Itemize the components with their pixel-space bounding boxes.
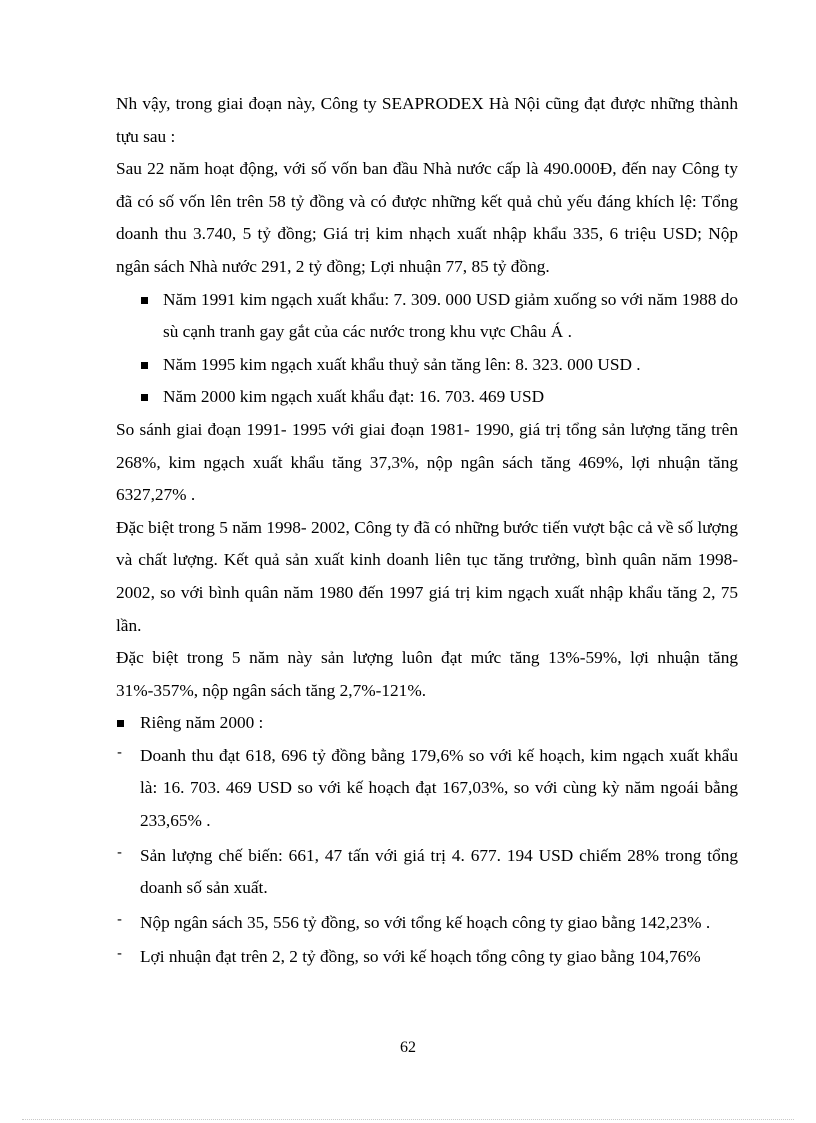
- page-number: 62: [400, 1039, 416, 1056]
- list-item-text: Nộp ngân sách 35, 556 tỷ đồng, so với tổng kế hoạch công ty giao bằng 142,23% .: [140, 912, 711, 932]
- square-bullet-icon: [141, 394, 148, 401]
- dash-bullet-icon: -: [117, 910, 122, 928]
- export-bullet-list: [141, 284, 738, 414]
- list-item-text: Lợi nhuận đạt trên 2, 2 tỷ đồng, so với kế hoạch tổng công ty giao bằng 104,76%: [140, 947, 701, 967]
- list-item: [116, 707, 738, 740]
- comparison-paragraph: So sánh giai đoạn 1991- 1995 với giai đoạn 1981- 1990, giá trị tổng sản lượng tăng trên 268%, kim ngạch xuất khẩu tăng 37,3%, nộp ngân sách tăng 469%, lợi nhuận tăng 6327,27% .: [116, 419, 738, 505]
- page-body: [116, 88, 738, 976]
- growth-paragraph: Đặc biệt trong 5 năm này sản lượng luôn đạt mức tăng 13%-59%, lợi nhuận tăng 31%-357%, nộp ngân sách tăng 2,7%-121%.: [116, 648, 738, 700]
- list-item: [141, 349, 738, 382]
- list-item: [116, 840, 738, 905]
- summary-paragraph: Sau 22 năm hoạt động, với số vốn ban đầu Nhà nước cấp là 490.000Đ, đến nay Công ty đã có số vốn lên trên 58 tỷ đồng và có được những kết quả chủ yếu đáng khích lệ: Tổng doanh thu 3.740, 5 tỷ đồng; Giá trị kim nhạch xuất nhập khẩu 335, 6 triệu USD; Nộp ngân sách Nhà nước 291, 2 tỷ đồng; Lợi nhuận 77, 85 tỷ đồng.: [116, 159, 738, 276]
- year-bullet-list: [116, 707, 738, 740]
- list-item-text: Năm 1991 kim ngạch xuất khẩu: 7. 309. 000 USD giảm xuống so với năm 1988 do sù cạnh tranh gay gắt của các nước trong khu vực Châu Á .: [163, 289, 738, 342]
- list-item-text: Năm 2000 kim ngạch xuất khẩu đạt: 16. 703. 469 USD: [163, 387, 545, 407]
- square-bullet-icon: [117, 720, 124, 727]
- square-bullet-icon: [141, 297, 148, 304]
- square-bullet-icon: [141, 362, 148, 369]
- list-item-text: Doanh thu đạt 618, 696 tỷ đồng bằng 179,6% so với kế hoạch, kim ngạch xuất khẩu là: 16. 703. 469 USD so với kế hoạch đạt 167,03%, so với cùng kỳ năm ngoái bằng 233,65% .: [140, 745, 738, 831]
- dash-bullet-icon: -: [117, 843, 122, 861]
- list-item-text: Sản lượng chế biến: 661, 47 tấn với giá trị 4. 677. 194 USD chiếm 28% trong tổng doanh số sản xuất.: [140, 845, 738, 898]
- list-item: [116, 740, 738, 838]
- list-item-text: Riêng năm 2000 :: [140, 713, 264, 733]
- list-item: [141, 284, 738, 349]
- list-item: [116, 941, 738, 974]
- list-item: [116, 907, 738, 940]
- year-2000-results-list: [116, 740, 738, 974]
- list-item-text: Năm 1995 kim ngạch xuất khẩu thuỷ sản tăng lên: 8. 323. 000 USD .: [163, 354, 641, 374]
- dash-bullet-icon: -: [117, 743, 122, 761]
- dash-bullet-icon: -: [117, 945, 122, 963]
- progress-paragraph: Đặc biệt trong 5 năm 1998- 2002, Công ty đã có những bước tiến vượt bậc cả về số lượng và chất lượng. Kết quả sản xuất kinh doanh liên tục tăng trưởng, bình quân năm 1998- 2002, so với bình quân năm 1980 đến 1997 giá trị kim ngạch xuất nhập khẩu tăng 2, 75 lần.: [116, 517, 738, 635]
- intro-paragraph: Nh vậy, trong giai đoạn này, Công ty SEAPRODEX Hà Nội cũng đạt được những thành tựu sau :: [116, 94, 738, 146]
- list-item: [141, 381, 738, 414]
- page-bottom-divider: [22, 1119, 794, 1120]
